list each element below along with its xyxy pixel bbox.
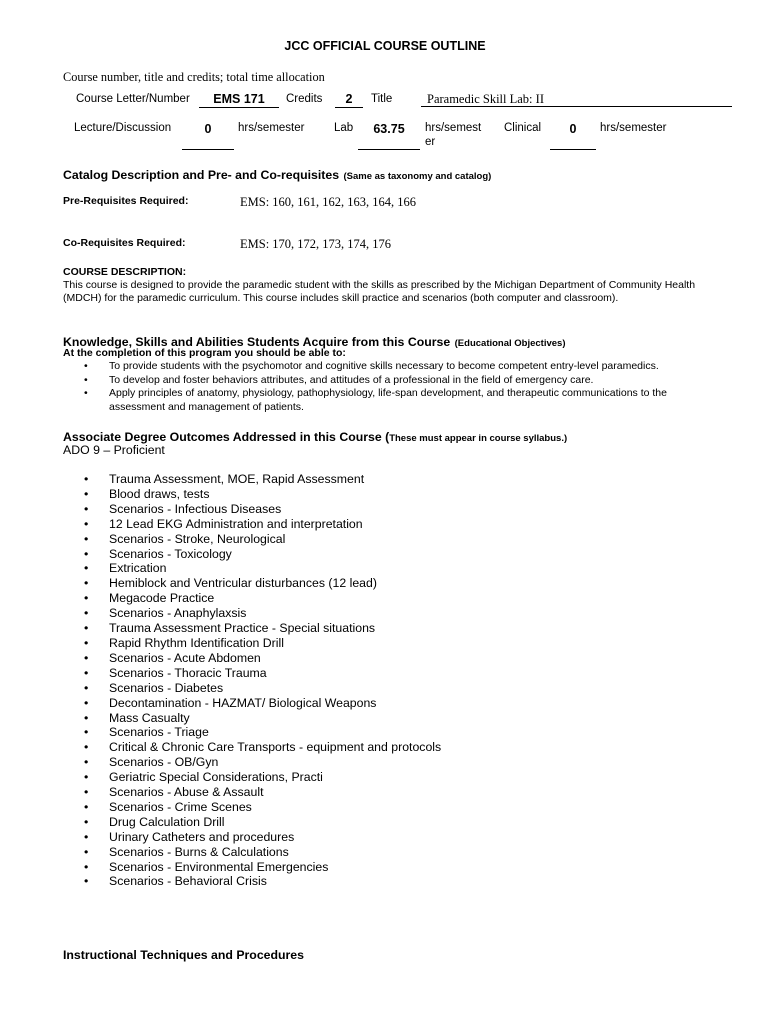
objectives-list bbox=[84, 360, 714, 414]
bullet-icon: • bbox=[84, 373, 88, 386]
ado-topic-item bbox=[84, 845, 441, 860]
ado-topic-item-text: Hemiblock and Ventricular disturbances (12 lead) bbox=[109, 576, 377, 591]
bullet-icon: • bbox=[84, 635, 89, 650]
ado-level: ADO 9 – Proficient bbox=[63, 443, 165, 457]
course-letter-value: EMS 171 bbox=[199, 92, 279, 108]
ado-topic-item bbox=[84, 696, 441, 711]
ado-topic-item-text: Rapid Rhythm Identification Drill bbox=[109, 635, 284, 650]
bullet-icon: • bbox=[84, 770, 89, 785]
ado-topic-item-text: Megacode Practice bbox=[109, 591, 215, 606]
ado-topic-item-text: Critical & Chronic Care Transports - equipment and protocols bbox=[109, 740, 442, 755]
bullet-icon: • bbox=[84, 531, 89, 546]
bullet-icon: • bbox=[84, 501, 89, 516]
instructional-heading: Instructional Techniques and Procedures bbox=[63, 948, 304, 962]
lab-value: 63.75 bbox=[358, 122, 420, 150]
ado-topic-item-text: Scenarios - Toxicology bbox=[109, 546, 232, 561]
ado-topic-item-text: Scenarios - Acute Abdomen bbox=[109, 650, 261, 665]
ado-topic-item-text: Mass Casualty bbox=[109, 710, 190, 725]
ado-topic-item-text: Scenarios - Triage bbox=[109, 725, 209, 740]
ado-topic-item-text: Drug Calculation Drill bbox=[109, 814, 225, 829]
objective-item bbox=[84, 374, 714, 388]
bullet-icon: • bbox=[84, 740, 89, 755]
bullet-icon: • bbox=[84, 546, 89, 561]
objectives-heading: Knowledge, Skills and Abilities Students Acquire from this Course (Educational Objectives) bbox=[63, 335, 566, 349]
ado-topic-list bbox=[84, 472, 441, 889]
bullet-icon: • bbox=[84, 486, 89, 501]
bullet-icon: • bbox=[84, 387, 88, 399]
bullet-icon: • bbox=[84, 606, 89, 621]
course-letter-label: Course Letter/Number bbox=[76, 93, 190, 105]
ado-topic-item-text: Urinary Catheters and procedures bbox=[109, 829, 295, 844]
ado-topic-item bbox=[84, 874, 441, 889]
clinical-value: 0 bbox=[550, 122, 596, 150]
ado-topic-item bbox=[84, 547, 441, 562]
ado-topic-item-text: Trauma Assessment, MOE, Rapid Assessment bbox=[109, 472, 365, 486]
lecture-value: 0 bbox=[182, 122, 234, 150]
ado-topic-item bbox=[84, 576, 441, 591]
ado-topic-item-text: Scenarios - Thoracic Trauma bbox=[109, 665, 267, 680]
bullet-icon: • bbox=[84, 695, 89, 710]
ado-topic-item bbox=[84, 532, 441, 547]
course-description-text: This course is designed to provide the paramedic student with the skills as prescribed by the Michigan Department of Community Health (MDCH) for the paramedic curriculum. This course includes skill practice and scenarios (both computer and classroom). bbox=[63, 279, 696, 304]
coreq-value: EMS: 170, 172, 173, 174, 176 bbox=[240, 237, 392, 251]
bullet-icon: • bbox=[84, 665, 89, 680]
lab-unit-line1: hrs/semest bbox=[425, 122, 482, 134]
lab-label: Lab bbox=[334, 122, 354, 134]
bullet-icon: • bbox=[84, 829, 89, 844]
objective-item-text: To develop and foster behaviors attributes, and attitudes of a professional in the field of emergency care. bbox=[109, 373, 594, 386]
bullet-icon: • bbox=[84, 576, 89, 591]
bullet-icon: • bbox=[84, 472, 89, 486]
ado-topic-item bbox=[84, 860, 441, 875]
objective-item bbox=[84, 360, 714, 374]
bullet-icon: • bbox=[84, 561, 89, 576]
ado-topic-item-text: Scenarios - Crime Scenes bbox=[109, 799, 252, 814]
ado-topic-item bbox=[84, 591, 441, 606]
objective-item bbox=[84, 387, 714, 414]
ado-topic-item-text: Scenarios - Behavioral Crisis bbox=[109, 874, 267, 889]
catalog-heading: Catalog Description and Pre- and Co-requisites (Same as taxonomy and catalog) bbox=[63, 168, 492, 182]
ado-topic-item-text: Scenarios - Infectious Diseases bbox=[109, 501, 282, 516]
ado-topic-item bbox=[84, 487, 441, 502]
prereq-value: EMS: 160, 161, 162, 163, 164, 166 bbox=[240, 195, 417, 209]
ado-topic-item bbox=[84, 785, 441, 800]
ado-heading: Associate Degree Outcomes Addressed in this Course (These must appear in course syllabus.) bbox=[63, 430, 568, 444]
bullet-icon: • bbox=[84, 874, 89, 889]
ado-topic-item-text: Scenarios - Burns & Calculations bbox=[109, 844, 289, 859]
clinical-unit: hrs/semester bbox=[600, 122, 667, 134]
clinical-label: Clinical bbox=[504, 122, 542, 134]
coreq-label: Co-Requisites Required: bbox=[63, 237, 186, 249]
bullet-icon: • bbox=[84, 621, 89, 636]
bullet-icon: • bbox=[84, 680, 89, 695]
page-title: JCC OFFICIAL COURSE OUTLINE bbox=[284, 39, 486, 53]
lecture-label: Lecture/Discussion bbox=[74, 122, 172, 134]
credits-label: Credits bbox=[286, 93, 323, 105]
ado-topic-item-text: Blood draws, tests bbox=[109, 486, 210, 501]
ado-topic-item bbox=[84, 740, 441, 755]
ado-topic-item-text: Scenarios - Abuse & Assault bbox=[109, 785, 264, 800]
ado-topic-item bbox=[84, 815, 441, 830]
ado-topic-item bbox=[84, 561, 441, 576]
bullet-icon: • bbox=[84, 725, 89, 740]
ado-topic-item bbox=[84, 755, 441, 770]
bullet-icon: • bbox=[84, 814, 89, 829]
lab-unit-line2: er bbox=[425, 136, 436, 148]
ado-topic-item bbox=[84, 725, 441, 740]
bullet-icon: • bbox=[84, 710, 89, 725]
ado-topic-item bbox=[84, 666, 441, 681]
ado-topic-item-text: Scenarios - OB/Gyn bbox=[109, 755, 219, 770]
ado-topic-item bbox=[84, 472, 441, 487]
ado-topic-item bbox=[84, 651, 441, 666]
course-info-intro: Course number, title and credits; total time allocation bbox=[63, 70, 325, 84]
objectives-subheading: At the completion of this program you should be able to: bbox=[63, 347, 346, 359]
objective-item-text: To provide students with the psychomotor and cognitive skills necessary to become competent entry-level paramedics. bbox=[109, 360, 659, 372]
ado-topic-item-text: Trauma Assessment Practice - Special situations bbox=[109, 621, 376, 636]
ado-topic-item bbox=[84, 517, 441, 532]
ado-topic-item bbox=[84, 621, 441, 636]
ado-topic-item-text: Scenarios - Anaphylaxsis bbox=[109, 606, 247, 621]
ado-topic-item-text: Scenarios - Environmental Emergencies bbox=[109, 859, 329, 874]
title-value: Paramedic Skill Lab: II bbox=[421, 92, 732, 107]
ado-topic-item bbox=[84, 681, 441, 696]
ado-topic-item bbox=[84, 770, 441, 785]
bullet-icon: • bbox=[84, 844, 89, 859]
bullet-icon: • bbox=[84, 755, 89, 770]
ado-topic-item bbox=[84, 800, 441, 815]
bullet-icon: • bbox=[84, 785, 89, 800]
ado-topic-item bbox=[84, 606, 441, 621]
ado-topic-item-text: Scenarios - Diabetes bbox=[109, 680, 224, 695]
lecture-unit: hrs/semester bbox=[238, 122, 305, 134]
ado-topic-item-text: Scenarios - Stroke, Neurological bbox=[109, 531, 286, 546]
ado-topic-item bbox=[84, 636, 441, 651]
bullet-icon: • bbox=[84, 360, 88, 372]
credits-value: 2 bbox=[335, 92, 363, 108]
bullet-icon: • bbox=[84, 799, 89, 814]
ado-topic-item bbox=[84, 711, 441, 726]
bullet-icon: • bbox=[84, 859, 89, 874]
bullet-icon: • bbox=[84, 516, 89, 531]
objective-item-text: Apply principles of anatomy, physiology, pathophysiology, life-span development, and therapeutic communications to the assessment and management of patients. bbox=[109, 387, 667, 413]
prereq-label: Pre-Requisites Required: bbox=[63, 195, 189, 207]
title-label: Title bbox=[371, 93, 393, 105]
ado-topic-item bbox=[84, 502, 441, 517]
ado-topic-item bbox=[84, 830, 441, 845]
ado-topic-item-text: Decontamination - HAZMAT/ Biological Weapons bbox=[109, 695, 377, 710]
bullet-icon: • bbox=[84, 650, 89, 665]
ado-topic-item-text: Geriatric Special Considerations, Practi bbox=[109, 770, 323, 785]
ado-topic-item-text: Extrication bbox=[109, 561, 167, 576]
bullet-icon: • bbox=[84, 591, 89, 606]
course-description-heading: COURSE DESCRIPTION: bbox=[63, 266, 187, 278]
ado-topic-item-text: 12 Lead EKG Administration and interpretation bbox=[109, 516, 363, 531]
